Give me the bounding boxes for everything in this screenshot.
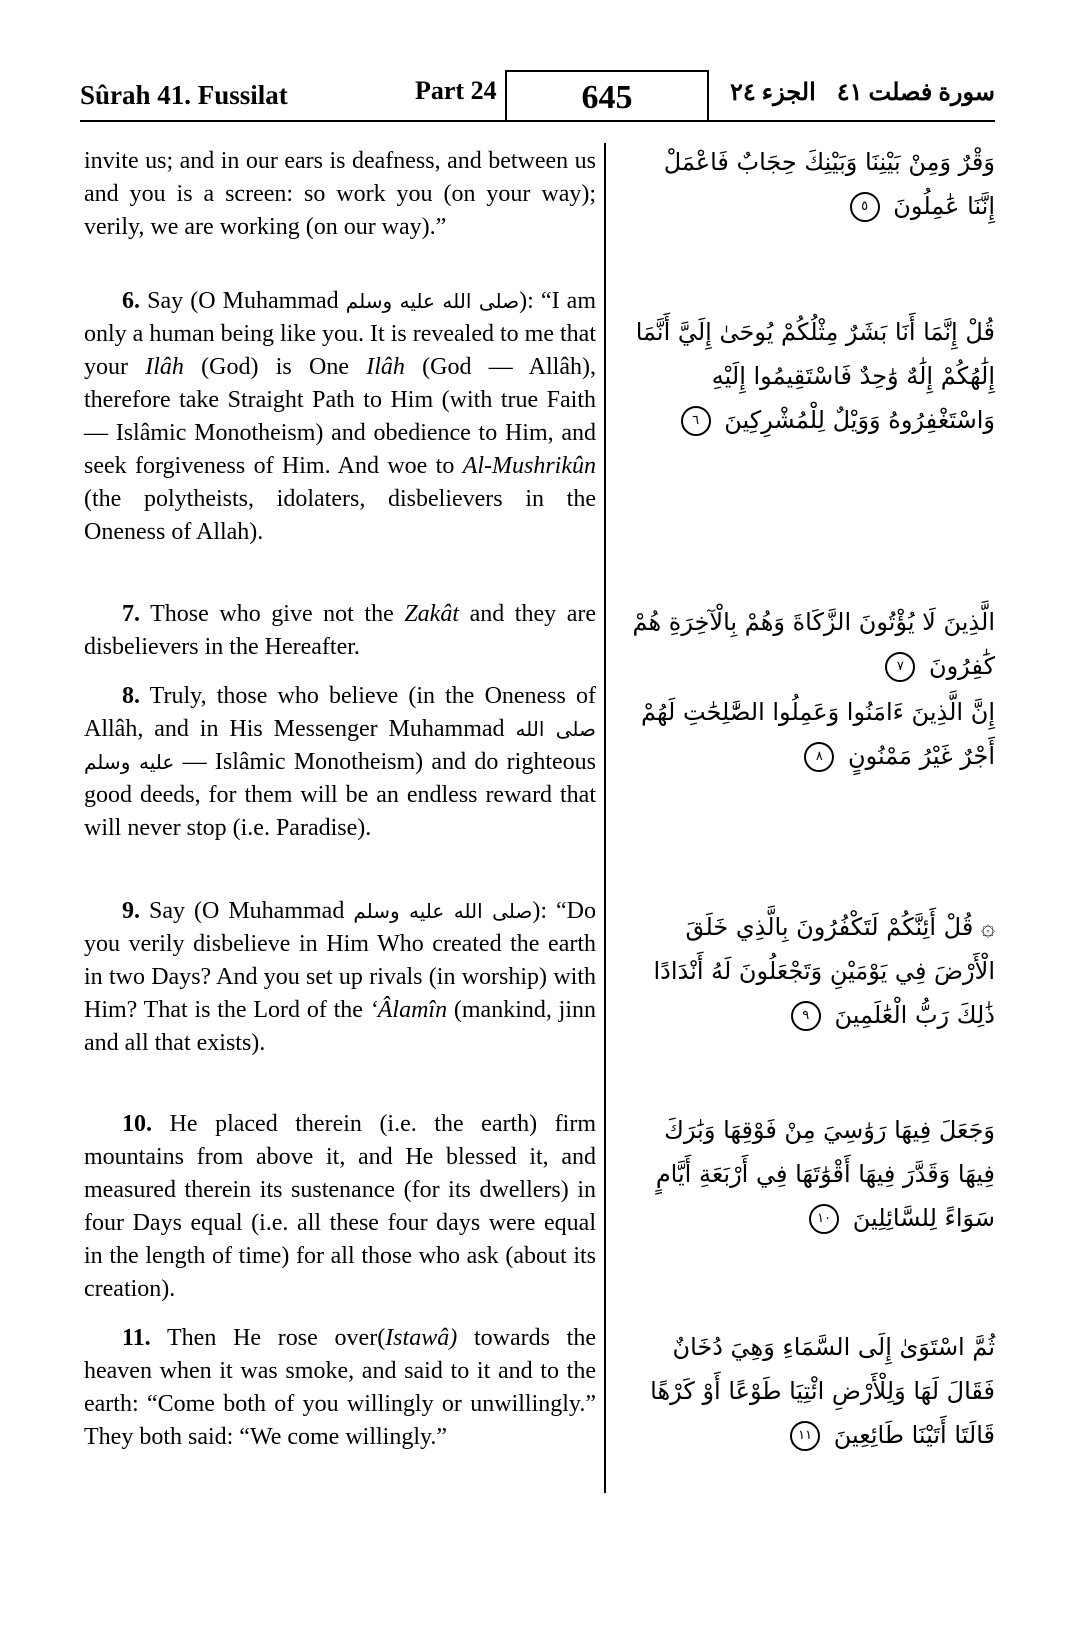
verse-number: 8. — [122, 683, 140, 709]
ayah-number-marker: ١٠ — [809, 1204, 839, 1234]
ayah-number-marker: ١١ — [790, 1421, 820, 1451]
verse-number: 6. — [122, 288, 140, 314]
surah-title: Sûrah 41. Fussilat — [80, 80, 288, 110]
verse-8-arabic — [630, 690, 995, 778]
ayah-number-marker: ٦ — [681, 406, 711, 436]
arabic-text: ثُمَّ اسْتَوَىٰ إِلَى السَّمَاءِ وَهِيَ دُخَانٌ فَقَالَ لَهَا وَلِلْأَرْضِ ائْتِيَا طَوْعًا أَوْ كَرْهًا قَالَتَا أَتَيْنَا طَائِعِينَ — [650, 1333, 995, 1449]
header-rule — [80, 120, 995, 122]
part-label: Part 24 — [415, 76, 497, 105]
verse-9-english: 9. Say (O Muhammad صلى الله عليه وسلم): “Do you verily disbelieve in Him Who created the earth in two Days? And you set up rivals (in worship) with Him? That is the Lord of the ‘Âlamîn (mankind, jinn and all that exists). — [84, 898, 596, 1056]
verse-9-arabic — [630, 905, 995, 1037]
verse-6-arabic — [630, 310, 995, 442]
verse-number: 11. — [122, 1325, 151, 1351]
arabic-text: الَّذِينَ لَا يُؤْتُونَ الزَّكَاةَ وَهُمْ بِالْآخِرَةِ هُمْ كَٰفِرُونَ — [632, 608, 995, 680]
salutation-arabic: صلى الله عليه وسلم — [345, 289, 520, 313]
verse-7-arabic — [630, 600, 995, 688]
verse-5-arabic — [630, 140, 995, 228]
ayah-number-marker: ٧ — [885, 652, 915, 682]
arabic-text: إِنَّ الَّذِينَ ءَامَنُوا وَعَمِلُوا الصَّٰلِحَٰتِ لَهُمْ أَجْرٌ غَيْرُ مَمْنُونٍ — [640, 698, 995, 770]
ayah-number-marker: ٥ — [850, 192, 880, 222]
ayah-number-marker: ٨ — [804, 742, 834, 772]
arabic-text: وَجَعَلَ فِيهَا رَوَٰسِيَ مِنْ فَوْقِهَا وَبَٰرَكَ فِيهَا وَقَدَّرَ فِيهَا أَقْوَٰتَهَا فِي أَرْبَعَةِ أَيَّامٍ سَوَاءً لِلسَّائِلِينَ — [655, 1116, 995, 1232]
verse-text: invite us; and in our ears is deafness, and between us and you is a screen: so work you (on your way); verily, we are working (on our way).” — [84, 148, 596, 240]
verse-10-english: 10. He placed therein (i.e. the earth) firm mountains from above it, and He blessed it, and measured therein its sustenance (for its dwellers) in four Days equal (i.e. all these four days were equal in the length of time) for all those who ask (about its creation). — [84, 1111, 596, 1302]
ayah-number-marker: ٩ — [791, 1001, 821, 1031]
verse-5-english — [84, 145, 596, 244]
arabic-text: ۞ قُلْ أَئِنَّكُمْ لَتَكْفُرُونَ بِالَّذِي خَلَقَ الْأَرْضَ فِي يَوْمَيْنِ وَتَجْعَلُونَ لَهُ أَنْدَادًا ذَٰلِكَ رَبُّ الْعَٰلَمِينَ — [653, 913, 995, 1029]
verse-number: 7. — [122, 601, 140, 627]
surah-title-arabic: سورة فصلت ٤١ — [836, 80, 995, 106]
verse-8-english: 8. Truly, those who believe (in the Oneness of Allâh, and in His Messenger Muhammad صلى الله عليه وسلم — Islâmic Monotheism) and do righteous good deeds, for them will be an endless reward that will never stop (i.e. Paradise). — [84, 683, 596, 841]
arabic-text: وَقْرٌ وَمِنْ بَيْنِنَا وَبَيْنِكَ حِجَابٌ فَاعْمَلْ إِنَّنَا عَٰمِلُونَ — [663, 148, 995, 220]
verse-6-english: 6. Say (O Muhammad صلى الله عليه وسلم): “I am only a human being like you. It is revealed to me that your Ilâh (God) is One Ilâh (God — Allâh), therefore take Straight Path to Him (with true Faith — Islâmic Monotheism) and obedience to Him, and seek forgiveness of Him. And woe to Al-Mushrikûn (the polytheists, idolaters, disbelievers in the Oneness of Allah). — [84, 288, 597, 545]
verse-number: 9. — [122, 898, 140, 924]
arabic-text: قُلْ إِنَّمَا أَنَا بَشَرٌ مِثْلُكُمْ يُوحَىٰ إِلَيَّ أَنَّمَا إِلَٰهُكُمْ إِلَٰهٌ وَٰحِدٌ فَاسْتَقِيمُوا إِلَيْهِ وَاسْتَغْفِرُوهُ وَوَيْلٌ لِلْمُشْرِكِينَ — [635, 318, 995, 434]
verse-11-arabic — [630, 1325, 995, 1457]
page-number: 645 — [505, 70, 709, 120]
verse-11-english: 11. Then He rose over(Istawâ) towards the heaven when it was smoke, and said to it and to the earth: “Come both of you willingly or unwillingly.” They both said: “We come willingly.” — [84, 1325, 596, 1450]
verse-7-english: 7. Those who give not the Zakât and they are disbelievers in the Hereafter. — [84, 601, 596, 660]
page-header — [80, 62, 995, 122]
salutation-arabic: صلى الله عليه وسلم — [353, 899, 533, 923]
column-divider — [604, 143, 606, 1493]
salutation-arabic: صلى الله عليه وسلم — [84, 717, 596, 774]
juz-arabic: الجزء ٢٤ — [730, 80, 816, 106]
verse-10-arabic — [630, 1108, 995, 1240]
verse-number: 10. — [122, 1111, 152, 1137]
